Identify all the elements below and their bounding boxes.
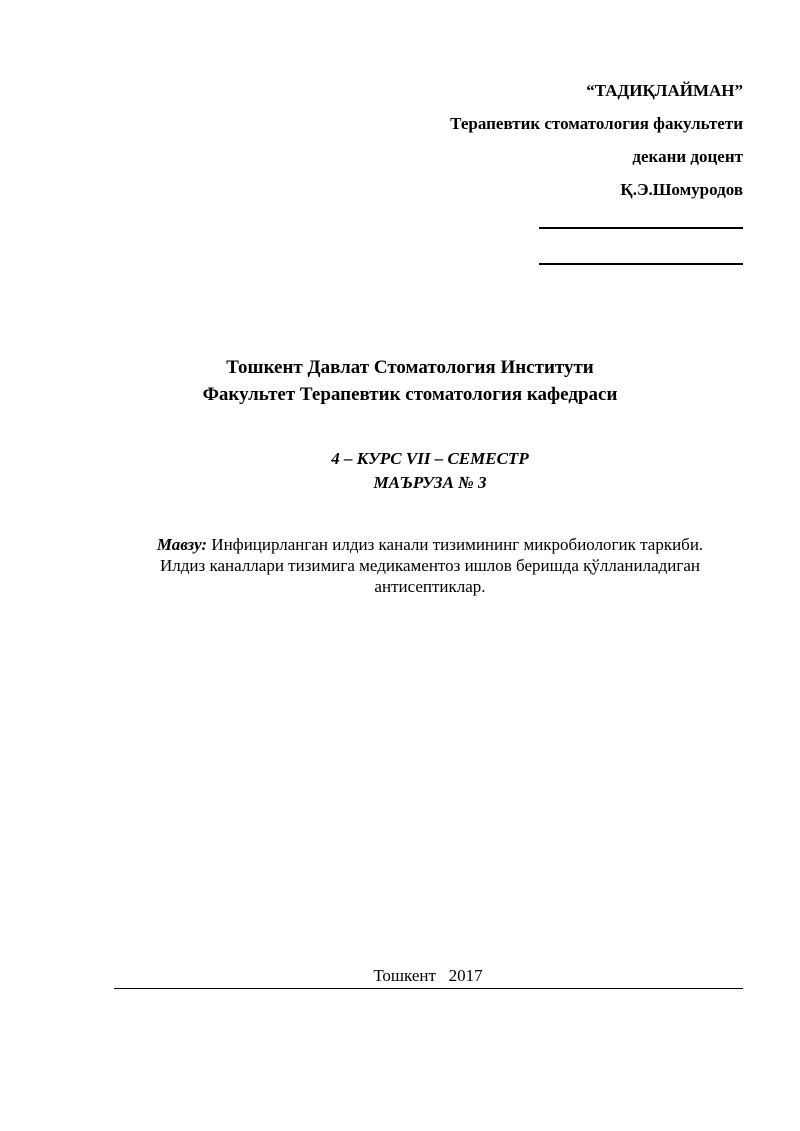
footer-rule [114,988,743,989]
footer-city-year: Тошкент 2017 [373,966,483,985]
institute-header [100,354,720,408]
topic-line-1 [112,534,748,555]
approval-position: декани доцент [632,147,743,166]
topic-line-3: антисептиклар. [374,577,486,596]
approval-block [323,74,743,206]
course-info [220,447,640,495]
course-semester: 4 – КУРС VII – СЕМЕСТР [331,449,529,468]
date-line [539,263,743,265]
approval-title: “ТАДИҚЛАЙМАН” [586,81,743,100]
signature-line [539,227,743,229]
institute-name: Тошкент Давлат Стоматология Институти [226,357,594,378]
lecture-topic [112,534,748,597]
topic-line-2: Илдиз каналлари тизимига медикаментоз ишлов беришда қўлланиладиган [160,556,700,575]
approval-name: Қ.Э.Шомуродов [620,180,743,199]
topic-text-1: Инфицирланган илдиз канали тизимининг микробиологик таркиби. [207,535,704,554]
lecture-number: МАЪРУЗА № 3 [373,473,487,492]
department-name: Факультет Терапевтик стоматология кафедраси [202,384,618,405]
topic-label: Мавзу: [156,535,208,554]
approval-faculty: Терапевтик стоматология факультети [450,114,743,133]
